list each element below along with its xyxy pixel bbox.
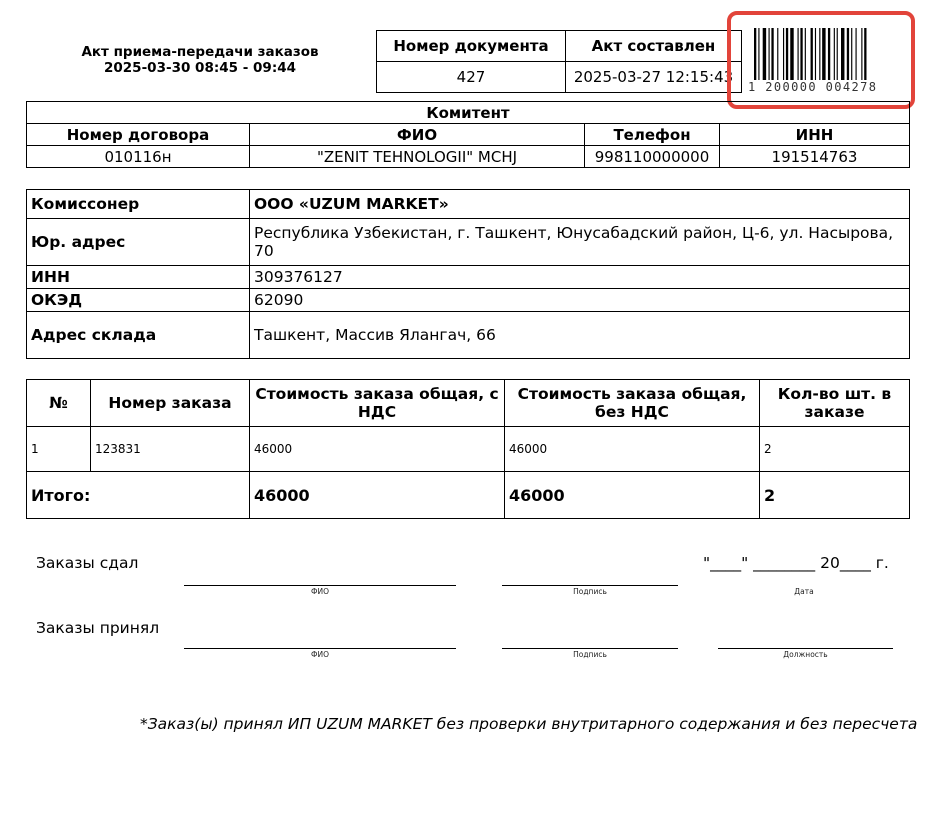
doc-date-header: Акт составлен — [566, 31, 742, 62]
orders-header-qty: Кол-во шт. в заказе — [760, 380, 910, 427]
footnote: *Заказ(ы) принял ИП UZUM MARKET без проверки внутритарного содержания и без пересчета — [140, 715, 918, 733]
inn-label: ИНН — [27, 266, 250, 289]
document-info-table — [376, 30, 742, 93]
komitent-inn: 191514763 — [720, 146, 910, 168]
orders-header-n: № — [27, 380, 91, 427]
received-label: Заказы принял — [36, 619, 160, 637]
warehouse-value: Ташкент, Массив Ялангач, 66 — [250, 312, 910, 359]
doc-date-value: 2025-03-27 12:15:43 — [566, 62, 742, 93]
order-with-vat: 46000 — [250, 427, 505, 472]
address-label: Юр. адрес — [27, 219, 250, 266]
received-sign-line — [502, 648, 678, 649]
order-qty: 2 — [760, 427, 910, 472]
order-number: 123831 — [91, 427, 250, 472]
komitent-table — [26, 101, 910, 168]
title-period: 2025-03-30 08:45 - 09:44 — [104, 60, 296, 76]
position-caption: Должность — [783, 650, 828, 659]
handed-label: Заказы сдал — [36, 554, 139, 572]
komitent-title: Комитент — [27, 102, 910, 124]
komitent-header-inn: ИНН — [720, 124, 910, 146]
oked-value: 62090 — [250, 289, 910, 312]
komitent-phone: 998110000000 — [585, 146, 720, 168]
orders-table — [26, 379, 910, 519]
oked-label: ОКЭД — [27, 289, 250, 312]
order-without-vat: 46000 — [505, 427, 760, 472]
inn-value: 309376127 — [250, 266, 910, 289]
komitent-header-name: ФИО — [250, 124, 585, 146]
orders-header-with-vat: Стоимость заказа общая, с НДС — [250, 380, 505, 427]
warehouse-label: Адрес склада — [27, 312, 250, 359]
commissioner-table — [26, 189, 910, 359]
orders-header-without-vat: Стоимость заказа общая, без НДС — [505, 380, 760, 427]
handed-sign-line — [502, 585, 678, 586]
title-text: Акт приема-передачи заказов — [81, 44, 319, 60]
order-n: 1 — [27, 427, 91, 472]
address-value: Республика Узбекистан, г. Ташкент, Юнусабадский район, Ц-6, ул. Насырова, 70 — [250, 219, 910, 266]
total-with-vat: 46000 — [250, 472, 505, 519]
received-sign-caption: Подпись — [573, 650, 607, 659]
handed-fio-line — [184, 585, 456, 586]
komitent-contract: 010116н — [27, 146, 250, 168]
position-line — [718, 648, 893, 649]
orders-header-order: Номер заказа — [91, 380, 250, 427]
barcode-digits: 1 200000 004278 — [748, 80, 878, 94]
date-template: "____" ________ 20____ г. — [703, 554, 889, 572]
komitent-header-contract: Номер договора — [27, 124, 250, 146]
komitent-header-phone: Телефон — [585, 124, 720, 146]
document-title — [60, 44, 340, 76]
received-fio-caption: ФИО — [311, 650, 329, 659]
total-label: Итого: — [27, 472, 250, 519]
handed-sign-caption: Подпись — [573, 587, 607, 596]
commissioner-value: ООО «UZUM MARKET» — [250, 190, 910, 219]
doc-number-value: 427 — [377, 62, 566, 93]
total-qty: 2 — [760, 472, 910, 519]
total-row — [27, 472, 910, 519]
doc-number-header: Номер документа — [377, 31, 566, 62]
received-fio-line — [184, 648, 456, 649]
commissioner-label: Комиссонер — [27, 190, 250, 219]
handed-fio-caption: ФИО — [311, 587, 329, 596]
total-without-vat: 46000 — [505, 472, 760, 519]
komitent-name: "ZENIT TEHNOLOGII" MCHJ — [250, 146, 585, 168]
date-caption: Дата — [794, 587, 814, 596]
barcode-highlight-frame — [727, 11, 915, 109]
table-row — [27, 427, 910, 472]
